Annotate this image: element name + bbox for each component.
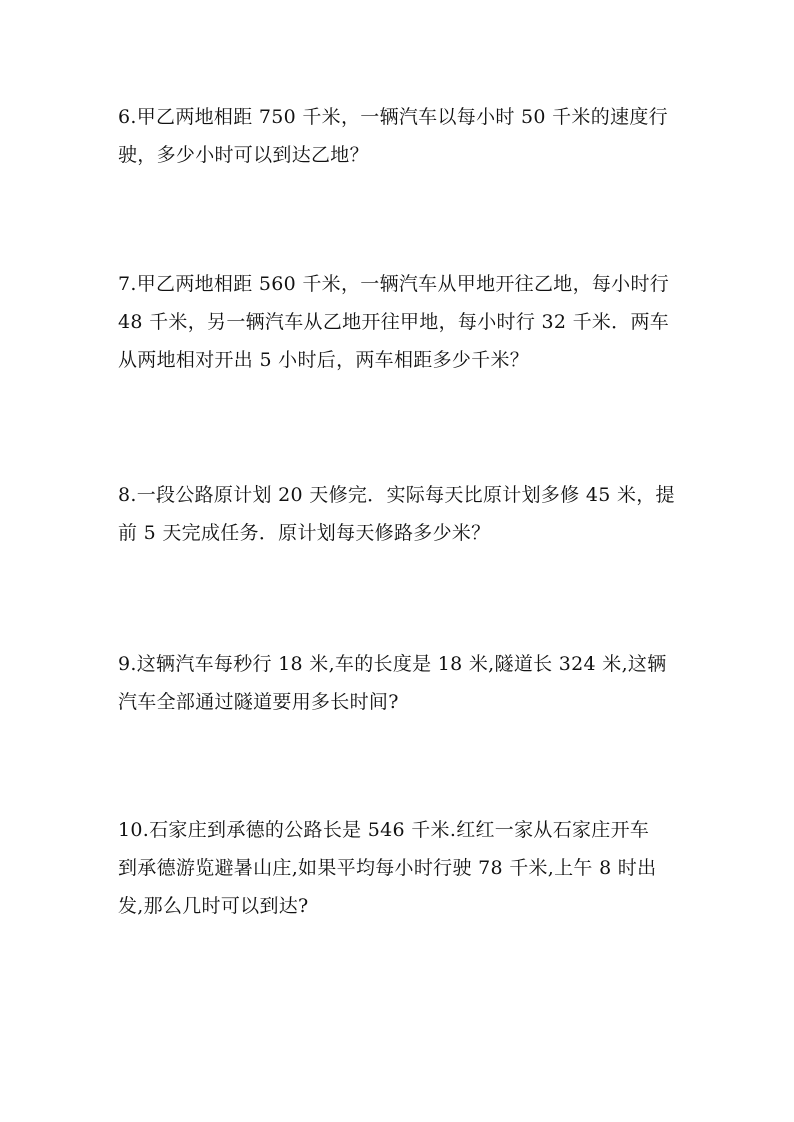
problem-10-line-3: 发,那么几时可以到达? [118,895,309,917]
problem-7-line-3: 从两地相对开出 5 小时后，两车相距多少千米？ [118,349,530,371]
problem-8 [118,476,683,552]
problem-8-line-2: 前 5 天完成任务．原计划每天修路多少米？ [118,522,491,544]
problem-8-line-1: 8.一段公路原计划 20 天修完．实际每天比原计划多修 45 米，提 [118,484,675,506]
problem-9 [118,645,683,721]
problem-10-line-2: 到承德游览避暑山庄,如果平均每小时行驶 78 千米,上午 8 时出 [118,857,657,879]
problem-10-line-1: 10.石家庄到承德的公路长是 546 千米.红红一家从石家庄开车 [118,819,650,841]
problem-10 [118,811,683,925]
problem-6 [118,98,683,174]
problem-9-line-1: 9.这辆汽车每秒行 18 米,车的长度是 18 米,隧道长 324 米,这辆 [118,653,667,675]
problem-6-line-1: 6.甲乙两地相距 750 千米，一辆汽车以每小时 50 千米的速度行 [118,106,668,128]
problem-7 [118,265,683,379]
problem-7-line-2: 48 千米，另一辆汽车从乙地开往甲地，每小时行 32 千米．两车 [118,311,670,333]
problem-9-line-2: 汽车全部通过隧道要用多长时间? [118,691,399,713]
problem-6-line-2: 驶，多少小时可以到达乙地？ [118,144,369,166]
problem-7-line-1: 7.甲乙两地相距 560 千米，一辆汽车从甲地开往乙地，每小时行 [118,273,670,295]
